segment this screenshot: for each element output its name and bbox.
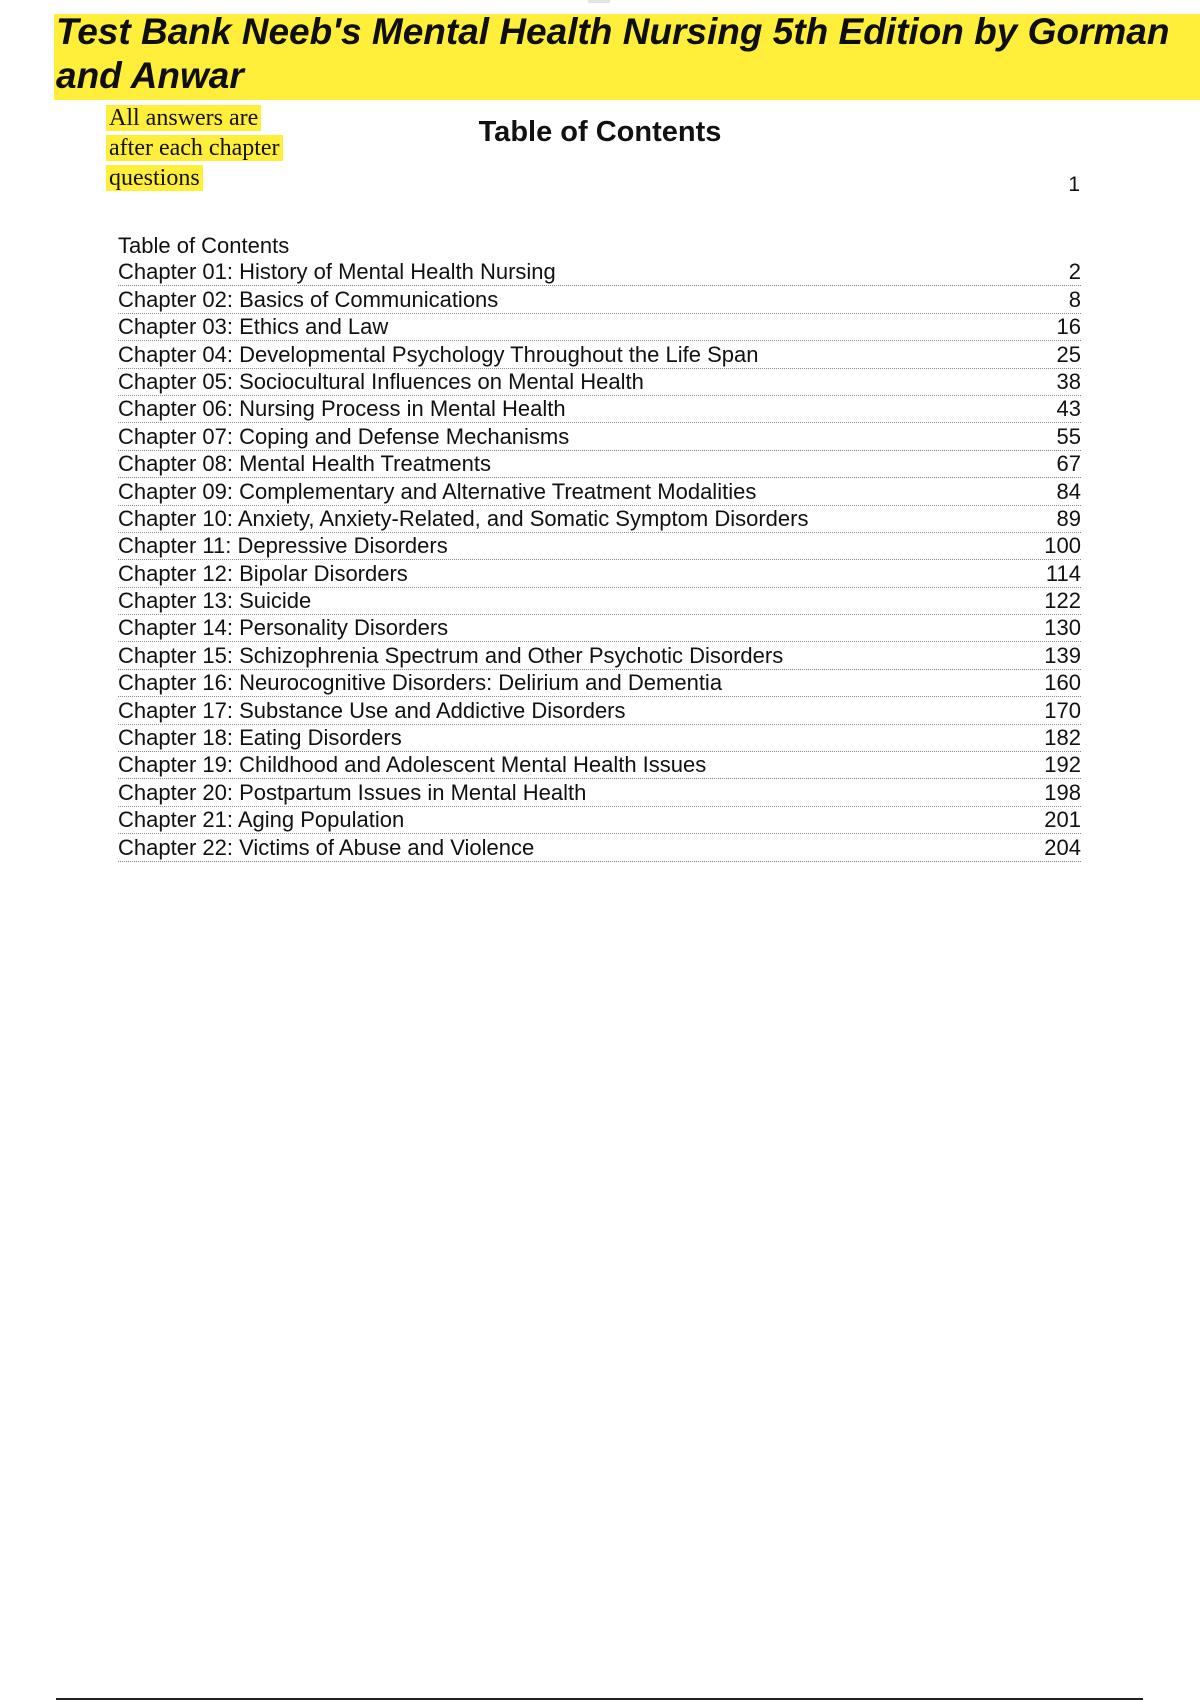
toc-title-page-number: 1	[1068, 173, 1080, 196]
toc-entry[interactable]	[118, 807, 1081, 834]
toc-entry[interactable]	[118, 752, 1081, 779]
toc-entry-page-number: 84	[1056, 478, 1081, 504]
toc-entry-label: Chapter 04: Developmental Psychology Throughout the Life Span	[118, 341, 759, 367]
toc-entry-page-number: 16	[1056, 314, 1081, 340]
table-of-contents	[118, 233, 1081, 862]
toc-entry[interactable]	[118, 725, 1081, 752]
toc-entry[interactable]	[118, 779, 1081, 806]
toc-entry-page-number: 139	[1044, 642, 1081, 668]
toc-entry-page-number: 160	[1044, 670, 1081, 696]
toc-entry-page-number: 38	[1056, 368, 1081, 394]
toc-entry[interactable]	[118, 396, 1081, 423]
toc-entry[interactable]	[118, 533, 1081, 560]
toc-title: Table of Contents	[478, 116, 722, 148]
toc-entry-page-number: 25	[1056, 341, 1081, 367]
toc-entry[interactable]	[118, 670, 1081, 697]
toc-entry-page-number: 182	[1044, 725, 1081, 751]
toc-entry-label: Chapter 11: Depressive Disorders	[118, 533, 448, 559]
toc-entry-label: Chapter 10: Anxiety, Anxiety-Related, and Somatic Symptom Disorders	[118, 505, 809, 531]
toc-entry[interactable]	[118, 642, 1081, 669]
toc-entry-page-number: 89	[1056, 505, 1081, 531]
toc-entry[interactable]	[118, 478, 1081, 505]
toc-entry-label: Chapter 05: Sociocultural Influences on Mental Health	[118, 368, 644, 394]
toc-entry-label: Chapter 09: Complementary and Alternative Treatment Modalities	[118, 478, 757, 504]
toc-entry-label: Chapter 08: Mental Health Treatments	[118, 451, 491, 477]
answers-note-line-3: questions	[106, 165, 203, 191]
toc-entry[interactable]	[118, 341, 1081, 368]
toc-entry-page-number: 192	[1044, 752, 1081, 778]
toc-entry-page-number: 122	[1044, 588, 1081, 614]
toc-entry-label: Chapter 18: Eating Disorders	[118, 725, 402, 751]
toc-entry-label: Chapter 17: Substance Use and Addictive Disorders	[118, 697, 626, 723]
toc-entry-page-number: 204	[1044, 834, 1081, 860]
toc-entry-page-number: 201	[1044, 807, 1081, 833]
toc-entry-page-number: 43	[1056, 396, 1081, 422]
toc-entry-label: Chapter 06: Nursing Process in Mental Health	[118, 396, 566, 422]
toc-entry[interactable]	[118, 834, 1081, 861]
toc-entry[interactable]	[118, 560, 1081, 587]
toc-entry-label: Chapter 20: Postpartum Issues in Mental Health	[118, 779, 587, 805]
toc-entry[interactable]	[118, 615, 1081, 642]
answers-note-line-2: after each chapter	[106, 135, 283, 161]
toc-entry-page-number: 67	[1056, 451, 1081, 477]
toc-entry-label: Chapter 19: Childhood and Adolescent Mental Health Issues	[118, 752, 707, 778]
toc-entry[interactable]	[118, 451, 1081, 478]
toc-entry-page-number: 198	[1044, 779, 1081, 805]
answers-note-line-1: All answers are	[106, 105, 261, 131]
toc-entry[interactable]	[118, 506, 1081, 533]
toc-entry-label: Chapter 13: Suicide	[118, 588, 312, 614]
toc-entry-page-number: 100	[1044, 533, 1081, 559]
toc-entry[interactable]	[118, 369, 1081, 396]
toc-entry-label: Chapter 14: Personality Disorders	[118, 615, 449, 641]
toc-entry[interactable]	[118, 588, 1081, 615]
toc-entry-label: Chapter 22: Victims of Abuse and Violence	[118, 834, 535, 860]
toc-entry[interactable]	[118, 697, 1081, 724]
toc-entry-page-number: 114	[1045, 560, 1081, 586]
toc-entry-page-number: 170	[1044, 697, 1081, 723]
toc-entry-label: Chapter 15: Schizophrenia Spectrum and Other Psychotic Disorders	[118, 642, 784, 668]
toc-entry-label: Chapter 07: Coping and Defense Mechanisms	[118, 423, 570, 449]
toc-entry-label: Chapter 02: Basics of Communications	[118, 286, 499, 312]
toc-heading: Table of Contents	[118, 233, 290, 258]
document-title: Test Bank Neeb's Mental Health Nursing 5th Edition by Gorman and Anwar	[56, 11, 1170, 96]
toc-entry-label: Chapter 21: Aging Population	[118, 807, 405, 833]
page-top-mark	[588, 0, 610, 3]
toc-entry[interactable]	[118, 314, 1081, 341]
toc-entry-label: Chapter 16: Neurocognitive Disorders: Delirium and Dementia	[118, 670, 723, 696]
toc-entry-label: Chapter 01: History of Mental Health Nursing	[118, 259, 556, 285]
toc-entry-page-number: 130	[1044, 615, 1081, 641]
toc-entry-list	[118, 259, 1081, 862]
toc-entry[interactable]	[118, 286, 1081, 313]
toc-entry-label: Chapter 12: Bipolar Disorders	[118, 560, 408, 586]
toc-entry[interactable]	[118, 423, 1081, 450]
toc-entry-label: Chapter 03: Ethics and Law	[118, 314, 389, 340]
toc-entry-page-number: 2	[1068, 259, 1081, 285]
toc-entry-page-number: 55	[1056, 423, 1081, 449]
toc-entry-page-number: 8	[1068, 286, 1081, 312]
answers-note	[106, 103, 296, 193]
toc-entry[interactable]	[118, 259, 1081, 286]
